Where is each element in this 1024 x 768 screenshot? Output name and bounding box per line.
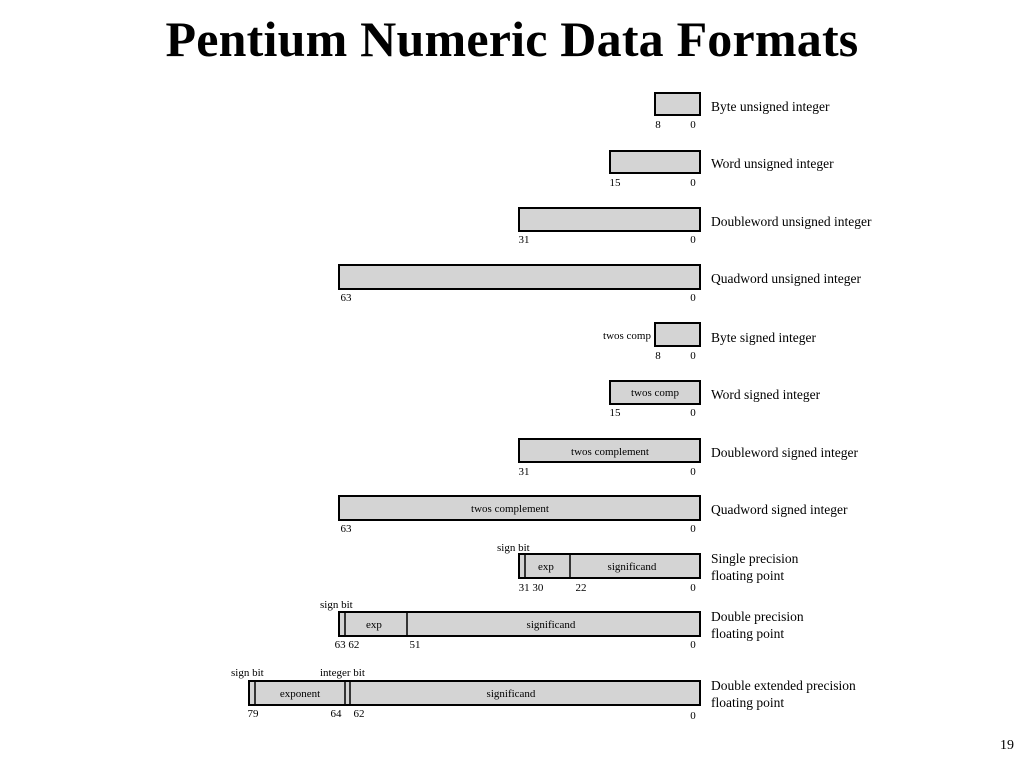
page-number: 19	[1000, 738, 1014, 753]
word-signed-high-bit: 15	[609, 407, 621, 419]
single-precision-sign-note: sign bit	[497, 542, 530, 554]
doubleword-unsigned-field	[519, 208, 700, 231]
doubleword-unsigned-high-bit: 31	[518, 234, 530, 246]
byte-unsigned-label: Byte unsigned integer	[711, 99, 830, 114]
doubleword-signed-low-bit: 0	[690, 466, 696, 478]
word-unsigned-label: Word unsigned integer	[711, 156, 834, 171]
byte-signed-field	[655, 323, 700, 346]
word-unsigned-field	[610, 151, 700, 173]
single-precision-label-line2: floating point	[711, 568, 785, 583]
double-extended-bit-62: 62	[353, 708, 365, 720]
single-precision-exp-label: exp	[538, 561, 554, 573]
quadword-signed-high-bit: 63	[340, 523, 352, 535]
quadword-signed-low-bit: 0	[690, 523, 696, 535]
double-extended-label-line2: floating point	[711, 695, 785, 710]
byte-signed-high-bit: 8	[655, 350, 661, 362]
quadword-unsigned-low-bit: 0	[690, 292, 696, 304]
quadword-signed-inner-label: twos complement	[471, 503, 549, 515]
doubleword-signed-inner-label: twos complement	[571, 446, 649, 458]
byte-signed-label: Byte signed integer	[711, 330, 816, 345]
double-extended-exponent-label: exponent	[279, 688, 321, 700]
byte-unsigned-low-bit: 0	[690, 119, 696, 131]
double-precision-exp-label: exp	[366, 619, 382, 631]
double-extended-bit-0: 0	[690, 710, 696, 722]
double-precision-field	[339, 612, 700, 636]
double-precision-bit-0: 0	[690, 639, 696, 651]
byte-signed-low-bit: 0	[690, 350, 696, 362]
quadword-unsigned-field	[339, 265, 700, 289]
byte-signed-note: twos comp	[603, 330, 651, 342]
double-extended-bit-79: 79	[247, 708, 259, 720]
word-unsigned-high-bit: 15	[609, 177, 621, 189]
quadword-unsigned-label: Quadword unsigned integer	[711, 271, 861, 286]
byte-unsigned-field	[655, 93, 700, 115]
double-precision-label-line2: floating point	[711, 626, 785, 641]
doubleword-unsigned-label: Doubleword unsigned integer	[711, 214, 872, 229]
double-precision-bits-sign-exp: 63 62	[334, 639, 360, 651]
double-precision-significand-label: significand	[526, 619, 576, 631]
quadword-unsigned-high-bit: 63	[340, 292, 352, 304]
double-extended-sign-note: sign bit	[231, 667, 264, 679]
double-extended-bit-64: 64	[330, 708, 342, 720]
doubleword-signed-label: Doubleword signed integer	[711, 445, 858, 460]
single-precision-bits-sign-exp: 31 30	[518, 582, 544, 594]
double-precision-bit-51: 51	[409, 639, 421, 651]
byte-unsigned-high-bit: 8	[655, 119, 661, 131]
double-precision-label-line1: Double precision	[711, 609, 804, 624]
single-precision-bit-22: 22	[575, 582, 587, 594]
word-signed-label: Word signed integer	[711, 387, 821, 402]
double-precision-sign-note: sign bit	[320, 599, 353, 611]
double-extended-significand-label: significand	[486, 688, 536, 700]
slide-title: Pentium Numeric Data Formats	[165, 11, 859, 67]
single-precision-label-line1: Single precision	[711, 551, 799, 566]
doubleword-signed-high-bit: 31	[518, 466, 530, 478]
quadword-signed-label: Quadword signed integer	[711, 502, 848, 517]
double-extended-label-line1: Double extended precision	[711, 678, 856, 693]
word-signed-inner-label: twos comp	[631, 387, 679, 399]
doubleword-unsigned-low-bit: 0	[690, 234, 696, 246]
single-precision-significand-label: significand	[607, 561, 657, 573]
word-signed-low-bit: 0	[690, 407, 696, 419]
single-precision-bit-0: 0	[690, 582, 696, 594]
double-extended-integer-note: integer bit	[320, 667, 365, 679]
word-unsigned-low-bit: 0	[690, 177, 696, 189]
